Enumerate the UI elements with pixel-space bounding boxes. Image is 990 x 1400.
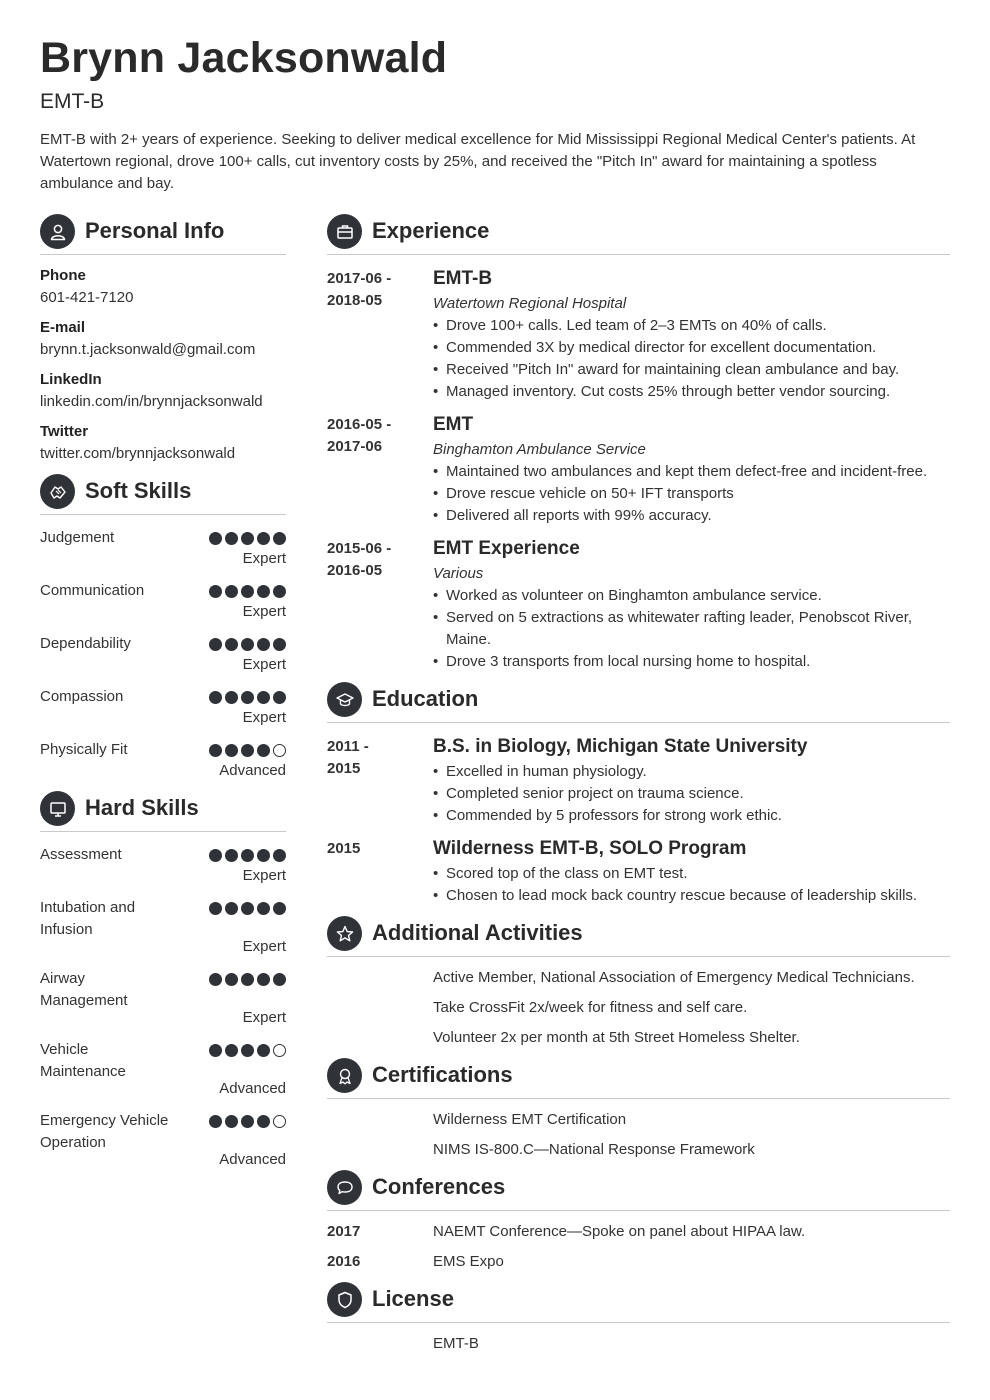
monitor-icon (40, 791, 75, 826)
section-title: Experience (372, 218, 490, 243)
rating-dot-filled (225, 1115, 238, 1128)
section-title: Certifications (372, 1062, 513, 1087)
bullet: • Commended 3X by medical director for excellent documentation. (433, 337, 933, 359)
skill-level: Expert (242, 656, 286, 673)
skill-rating-dots (209, 691, 286, 704)
twitter-label: Twitter (40, 423, 89, 440)
rating-dot-filled (241, 691, 254, 704)
bullet: • Chosen to lead mock back country rescue because of leadership skills. (433, 885, 933, 907)
skill-name: Physically Fit (40, 741, 128, 758)
rating-dot-filled (225, 691, 238, 704)
rating-dot-filled (273, 585, 286, 598)
rating-dot-filled (257, 973, 270, 986)
skill-rating-dots (209, 902, 286, 915)
activity-item: Take CrossFit 2x/week for fitness and self care. (433, 999, 748, 1016)
rating-dot-filled (225, 638, 238, 651)
candidate-name: Brynn Jacksonwald (40, 34, 448, 82)
rating-dot-filled (209, 849, 222, 862)
skill-level: Expert (242, 550, 286, 567)
rating-dot-filled (241, 1115, 254, 1128)
rating-dot-filled (225, 1044, 238, 1057)
rating-dot-filled (209, 638, 222, 651)
edu-date (327, 736, 417, 780)
rating-dot-filled (209, 902, 222, 915)
bullet: • Maintained two ambulances and kept them defect-free and incident-free. (433, 461, 933, 483)
skill-level: Advanced (219, 762, 286, 779)
date-start: 2016-05 - (327, 416, 392, 433)
job-date (327, 268, 417, 312)
degree-title: B.S. in Biology, Michigan State University (433, 736, 808, 757)
skill-level: Expert (242, 709, 286, 726)
rating-dot-filled (257, 849, 270, 862)
rating-dot-filled (273, 973, 286, 986)
skill-level: Expert (242, 603, 286, 620)
phone-value: 601-421-7120 (40, 289, 134, 306)
section-title: Education (372, 686, 479, 711)
rating-dot-filled (209, 532, 222, 545)
rating-dot-filled (241, 849, 254, 862)
star-icon (327, 916, 362, 951)
skill-name: Compassion (40, 688, 124, 705)
skill-name: Emergency Vehicle Operation (40, 1112, 169, 1151)
person-icon (40, 214, 75, 249)
conferences-header (327, 1167, 950, 1211)
conference-year: 2017 (327, 1223, 361, 1240)
hard-skills-header (40, 788, 286, 832)
skill-rating-dots (209, 1044, 286, 1057)
briefcase-icon (327, 214, 362, 249)
email-label: E-mail (40, 319, 86, 336)
skill-rating-dots (209, 744, 286, 757)
employer: Various (433, 565, 484, 582)
rating-dot-filled (257, 744, 270, 757)
section-title: Hard Skills (85, 795, 199, 820)
conference-item: NAEMT Conference—Spoke on panel about HIPAA law. (433, 1223, 806, 1240)
rating-dot-filled (257, 1044, 270, 1057)
rating-dot-filled (273, 849, 286, 862)
rating-dot-empty (273, 1044, 286, 1057)
skill-name: Dependability (40, 635, 131, 652)
bullet: • Delivered all reports with 99% accuracy. (433, 505, 933, 527)
job-date (327, 414, 417, 458)
date-start: 2017-06 - (327, 270, 392, 287)
skill-row (40, 527, 286, 573)
skill-name: Airway Management (40, 970, 128, 1009)
rating-dot-filled (209, 744, 222, 757)
certifications-header (327, 1055, 950, 1099)
skill-name: Assessment (40, 846, 122, 863)
skill-row (40, 897, 286, 961)
skill-row (40, 1110, 286, 1174)
date-end: 2017-06 (327, 438, 383, 455)
bullet: • Excelled in human physiology. (433, 761, 933, 783)
skill-rating-dots (209, 532, 286, 545)
date-end: 2016-05 (327, 562, 383, 579)
edu-bullets (433, 761, 933, 827)
rating-dot-filled (273, 638, 286, 651)
shield-icon (327, 1282, 362, 1317)
rating-dot-empty (273, 1115, 286, 1128)
certification-item: NIMS IS-800.C—National Response Framework (433, 1141, 755, 1158)
twitter-value: twitter.com/brynnjacksonwald (40, 445, 236, 462)
bullet: • Served on 5 extractions as whitewater rafting leader, Penobscot River, Maine. (433, 607, 923, 651)
degree-title: Wilderness EMT-B, SOLO Program (433, 838, 747, 859)
date-start: 2011 - (327, 738, 369, 755)
skill-level: Expert (242, 867, 286, 884)
date-end: 2018-05 (327, 292, 383, 309)
certification-item: Wilderness EMT Certification (433, 1111, 627, 1128)
rating-dot-filled (225, 585, 238, 598)
activities-header (327, 913, 950, 957)
date-end: 2015 (327, 760, 361, 777)
rating-dot-filled (225, 902, 238, 915)
rating-dot-filled (225, 849, 238, 862)
skill-rating-dots (209, 849, 286, 862)
education-header (327, 679, 950, 723)
skill-name: Communication (40, 582, 145, 599)
rating-dot-filled (257, 1115, 270, 1128)
date-start: 2015-06 - (327, 540, 392, 557)
bullet: • Received "Pitch In" award for maintaining clean ambulance and bay. (433, 359, 933, 381)
experience-header (327, 211, 950, 255)
section-title: License (372, 1286, 454, 1311)
bullet: • Commended by 5 professors for strong work ethic. (433, 805, 933, 827)
rating-dot-filled (257, 638, 270, 651)
rating-dot-filled (241, 532, 254, 545)
license-header (327, 1279, 950, 1323)
rating-dot-filled (209, 973, 222, 986)
rating-dot-filled (225, 744, 238, 757)
rating-dot-filled (209, 1044, 222, 1057)
skill-row (40, 739, 286, 785)
rating-dot-filled (241, 638, 254, 651)
skill-level: Advanced (219, 1151, 286, 1168)
skill-name: Judgement (40, 529, 115, 546)
linkedin-label: LinkedIn (40, 371, 102, 388)
edu-date (327, 838, 417, 860)
skill-row (40, 844, 286, 890)
linkedin-value: linkedin.com/in/brynnjacksonwald (40, 393, 263, 410)
job-bullets (433, 461, 933, 527)
activity-item: Active Member, National Association of Emergency Medical Technicians. (433, 969, 915, 986)
email-value: brynn.t.jacksonwald@gmail.com (40, 341, 256, 358)
employer: Watertown Regional Hospital (433, 295, 627, 312)
soft-skills-header (40, 471, 286, 515)
rating-dot-filled (225, 973, 238, 986)
skill-row (40, 633, 286, 679)
skill-row (40, 580, 286, 626)
section-title: Soft Skills (85, 478, 192, 503)
skill-rating-dots (209, 638, 286, 651)
speech-bubble-icon (327, 1170, 362, 1205)
job-bullets (433, 315, 933, 403)
skill-rating-dots (209, 585, 286, 598)
skill-rating-dots (209, 1115, 286, 1128)
candidate-title: EMT-B (40, 90, 105, 113)
rating-dot-filled (225, 532, 238, 545)
rating-dot-filled (257, 585, 270, 598)
rating-dot-filled (241, 902, 254, 915)
rating-dot-filled (273, 902, 286, 915)
rating-dot-filled (241, 1044, 254, 1057)
rating-dot-filled (209, 1115, 222, 1128)
rating-dot-filled (257, 691, 270, 704)
personal-info-header (40, 211, 286, 255)
skill-level: Expert (242, 1009, 286, 1026)
skill-level: Advanced (219, 1080, 286, 1097)
job-bullets (433, 585, 923, 673)
bullet: • Managed inventory. Cut costs 25% through better vendor sourcing. (433, 381, 933, 403)
section-title: Additional Activities (372, 920, 583, 945)
employer: Binghamton Ambulance Service (433, 441, 646, 458)
skill-level: Expert (242, 938, 286, 955)
skill-name: Intubation and Infusion (40, 899, 136, 938)
handshake-icon (40, 474, 75, 509)
rating-dot-empty (273, 744, 286, 757)
skill-row (40, 968, 286, 1032)
skill-row (40, 1039, 286, 1103)
job-title: EMT (433, 414, 474, 435)
bullet: • Drove 3 transports from local nursing home to hospital. (433, 651, 923, 673)
bullet: • Worked as volunteer on Binghamton ambulance service. (433, 585, 923, 607)
conference-year: 2016 (327, 1253, 361, 1270)
section-title: Personal Info (85, 218, 225, 243)
rating-dot-filled (241, 973, 254, 986)
phone-label: Phone (40, 267, 86, 284)
rating-dot-filled (273, 691, 286, 704)
skill-row (40, 686, 286, 732)
bullet: • Scored top of the class on EMT test. (433, 863, 933, 885)
license-item: EMT-B (433, 1335, 479, 1352)
job-title: EMT Experience (433, 538, 580, 559)
date-start: 2015 (327, 840, 361, 857)
rating-dot-filled (241, 585, 254, 598)
section-title: Conferences (372, 1174, 506, 1199)
activity-item: Volunteer 2x per month at 5th Street Homeless Shelter. (433, 1029, 800, 1046)
summary-paragraph: EMT-B with 2+ years of experience. Seeking to deliver medical excellence for Mid Mississippi Regional Medical Center's patients. At Watertown regional, drove 100+ calls, cut inventory costs by 25%, and received the "Pitch In" award for maintaining a spotless ambulance and bay. (40, 131, 916, 192)
bullet: • Completed senior project on trauma science. (433, 783, 933, 805)
graduation-cap-icon (327, 682, 362, 717)
rating-dot-filled (273, 532, 286, 545)
bullet: • Drove rescue vehicle on 50+ IFT transports (433, 483, 933, 505)
rating-dot-filled (257, 532, 270, 545)
conference-item: EMS Expo (433, 1253, 504, 1270)
job-title: EMT-B (433, 268, 493, 289)
rating-dot-filled (257, 902, 270, 915)
edu-bullets (433, 863, 933, 907)
skill-rating-dots (209, 973, 286, 986)
bullet: • Drove 100+ calls. Led team of 2–3 EMTs on 40% of calls. (433, 315, 933, 337)
skill-name: Vehicle Maintenance (40, 1041, 126, 1080)
award-ribbon-icon (327, 1058, 362, 1093)
rating-dot-filled (209, 585, 222, 598)
rating-dot-filled (241, 744, 254, 757)
job-date (327, 538, 417, 582)
rating-dot-filled (209, 691, 222, 704)
